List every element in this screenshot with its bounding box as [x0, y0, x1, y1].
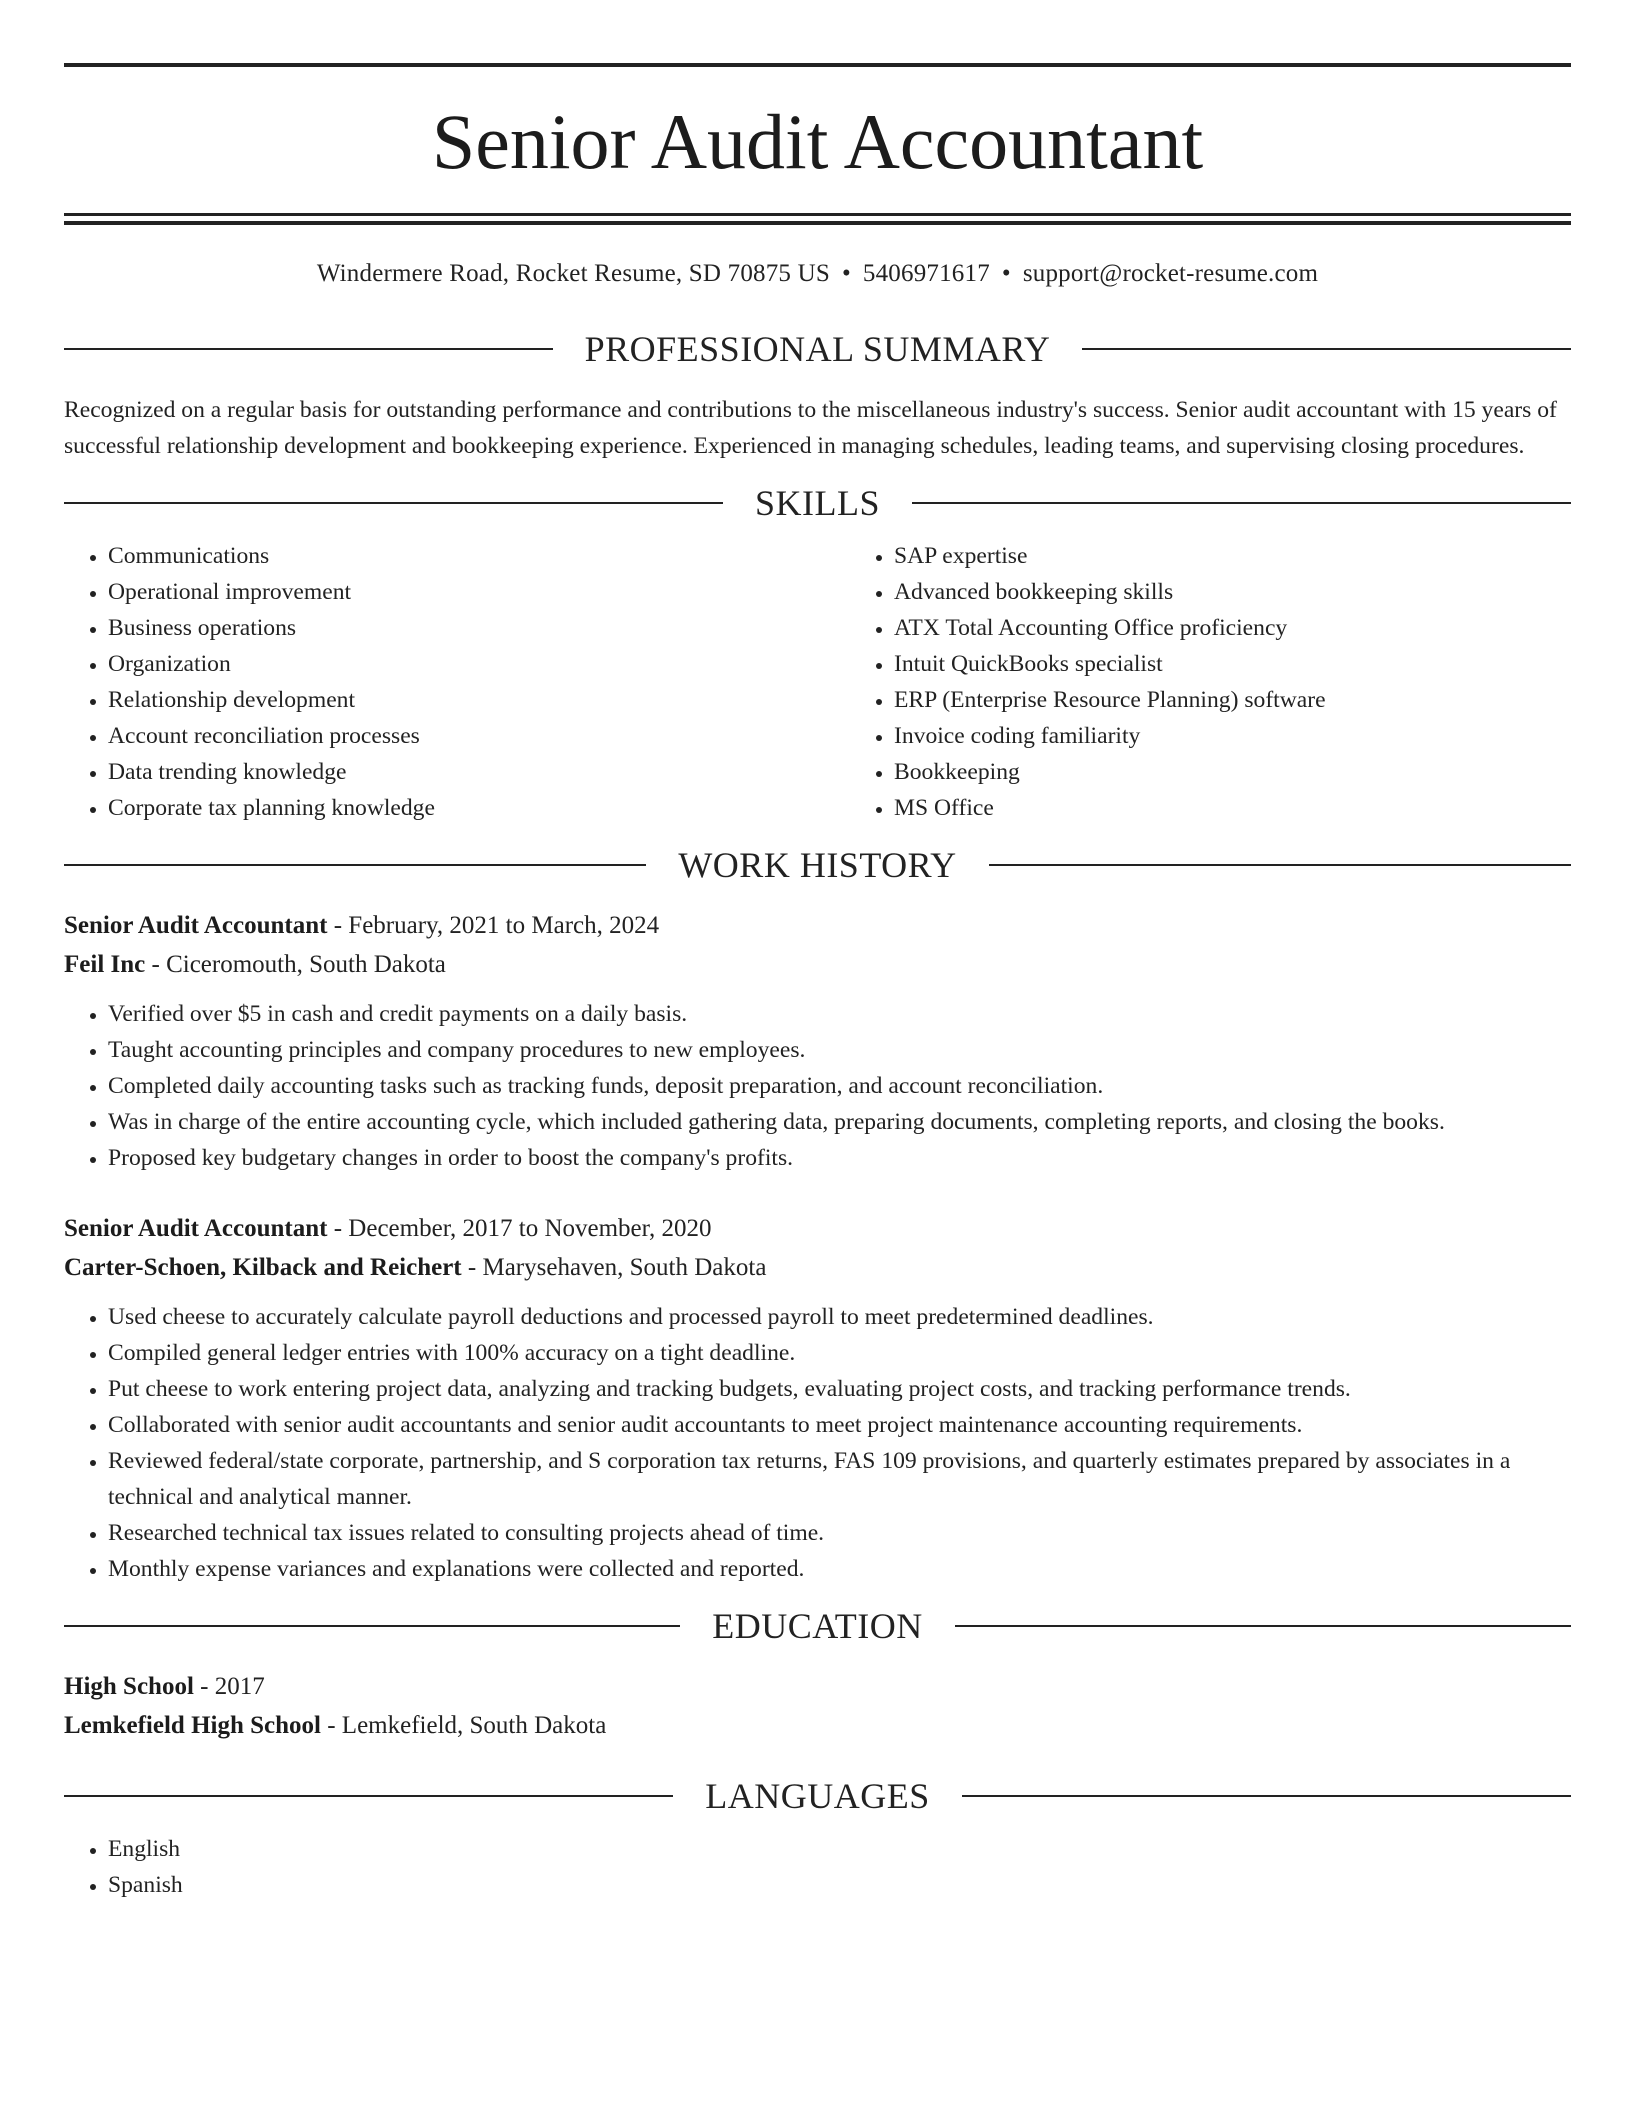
skill-item: • Communications	[108, 538, 850, 574]
job-title: Senior Audit Accountant	[64, 912, 328, 939]
education-school-line	[64, 1706, 1571, 1745]
job-dates: - December, 2017 to November, 2020	[327, 1215, 712, 1242]
section-heading-skills	[64, 481, 1571, 525]
skills-columns	[64, 538, 1571, 826]
skill-item: • ATX Total Accounting Office proficiency	[894, 610, 1326, 646]
job-location: - Ciceromouth, South Dakota	[145, 951, 446, 978]
job-bullet: • Researched technical tax issues related to consulting projects ahead of time.	[108, 1515, 1571, 1551]
job-bullet: • Completed daily accounting tasks such as tracking funds, deposit preparation, and account reconciliation.	[108, 1068, 1571, 1104]
job-title-line	[64, 906, 1571, 945]
job-bullets	[64, 1299, 1571, 1587]
job-company: Feil Inc	[64, 951, 146, 978]
languages-list-wrap	[64, 1831, 1571, 1903]
job-company-line	[64, 945, 1571, 984]
job-dates: - February, 2021 to March, 2024	[327, 912, 660, 939]
education-degree-line	[64, 1667, 1571, 1706]
education-location: - Lemkefield, South Dakota	[320, 1712, 607, 1739]
job-bullet: • Proposed key budgetary changes in order to boost the company's profits.	[108, 1140, 1571, 1176]
skills-list-right	[850, 538, 1326, 826]
section-heading-work-history	[64, 843, 1571, 887]
section-heading-label: EDUCATION	[712, 1606, 923, 1646]
section-heading-education	[64, 1604, 1571, 1648]
skill-item: • Intuit QuickBooks specialist	[894, 646, 1326, 682]
section-heading-label: WORK HISTORY	[678, 845, 957, 885]
skill-item: • Account reconciliation processes	[108, 718, 850, 754]
skill-item: • Organization	[108, 646, 850, 682]
page-title: Senior Audit Accountant	[431, 98, 1204, 185]
job-bullet: • Was in charge of the entire accounting cycle, which included gathering data, preparing documents, completing reports, and closing the books.	[108, 1104, 1571, 1140]
job-company-line	[64, 1248, 1571, 1287]
job-bullet: • Verified over $5 in cash and credit payments on a daily basis.	[108, 996, 1571, 1032]
contact-phone: 5406971617	[862, 260, 990, 287]
section-heading-languages	[64, 1774, 1571, 1818]
job-bullet: • Monthly expense variances and explanations were collected and reported.	[108, 1551, 1571, 1587]
job-bullet: • Compiled general ledger entries with 100% accuracy on a tight deadline.	[108, 1335, 1571, 1371]
job-bullet: • Taught accounting principles and company procedures to new employees.	[108, 1032, 1571, 1068]
job-bullet: • Collaborated with senior audit accountants and senior audit accountants to meet project maintenance accounting requirements.	[108, 1407, 1571, 1443]
job-location: - Marysehaven, South Dakota	[461, 1254, 767, 1281]
job-bullets	[64, 996, 1571, 1176]
job-bullet: • Used cheese to accurately calculate payroll deductions and processed payroll to meet predetermined deadlines.	[108, 1299, 1571, 1335]
skill-item: • Relationship development	[108, 682, 850, 718]
section-heading-summary	[64, 327, 1571, 371]
job-bullet: • Put cheese to work entering project data, analyzing and tracking budgets, evaluating project costs, and tracking performance trends.	[108, 1371, 1571, 1407]
language-item: • English	[108, 1831, 1571, 1867]
skill-item: • MS Office	[894, 790, 1326, 826]
title-double-rule	[64, 213, 1571, 225]
skill-item: • SAP expertise	[894, 538, 1326, 574]
contact-separator: •	[1001, 260, 1011, 287]
skill-item: • Bookkeeping	[894, 754, 1326, 790]
skill-item: • Invoice coding familiarity	[894, 718, 1326, 754]
section-heading-label: LANGUAGES	[705, 1776, 930, 1816]
section-heading-label: SKILLS	[755, 483, 881, 523]
section-heading-label: PROFESSIONAL SUMMARY	[584, 329, 1051, 369]
contact-line	[64, 257, 1571, 291]
skill-item: • Operational improvement	[108, 574, 850, 610]
job-entry	[64, 906, 1571, 1176]
languages-list	[64, 1831, 1571, 1903]
contact-separator: •	[841, 260, 851, 287]
skill-item: • Business operations	[108, 610, 850, 646]
skills-list-left	[64, 538, 850, 826]
skill-item: • Corporate tax planning knowledge	[108, 790, 850, 826]
job-company: Carter-Schoen, Kilback and Reichert	[64, 1254, 462, 1281]
education-entry	[64, 1667, 1571, 1745]
contact-email: support@rocket-resume.com	[1022, 260, 1319, 287]
education-school: Lemkefield High School	[64, 1712, 321, 1739]
job-title: Senior Audit Accountant	[64, 1215, 328, 1242]
job-bullet: • Reviewed federal/state corporate, partnership, and S corporation tax returns, FAS 109 provisions, and quarterly estimates prepared by associates in a technical and analytical manner.	[108, 1443, 1571, 1515]
job-title-line	[64, 1209, 1571, 1248]
job-entry	[64, 1209, 1571, 1587]
skill-item: • Data trending knowledge	[108, 754, 850, 790]
contact-address: Windermere Road, Rocket Resume, SD 70875 US	[316, 260, 830, 287]
education-degree: High School	[64, 1673, 194, 1700]
skill-item: • Advanced bookkeeping skills	[894, 574, 1326, 610]
skill-item: • ERP (Enterprise Resource Planning) software	[894, 682, 1326, 718]
language-item: • Spanish	[108, 1867, 1571, 1903]
top-rule	[64, 63, 1571, 67]
summary-text: Recognized on a regular basis for outstanding performance and contributions to the miscellaneous industry's success. Senior audit accountant with 15 years of successful relationship development and bookkeeping experience. Experienced in managing schedules, leading teams, and supervising closing procedures.	[64, 397, 1557, 459]
education-year: - 2017	[193, 1673, 265, 1700]
